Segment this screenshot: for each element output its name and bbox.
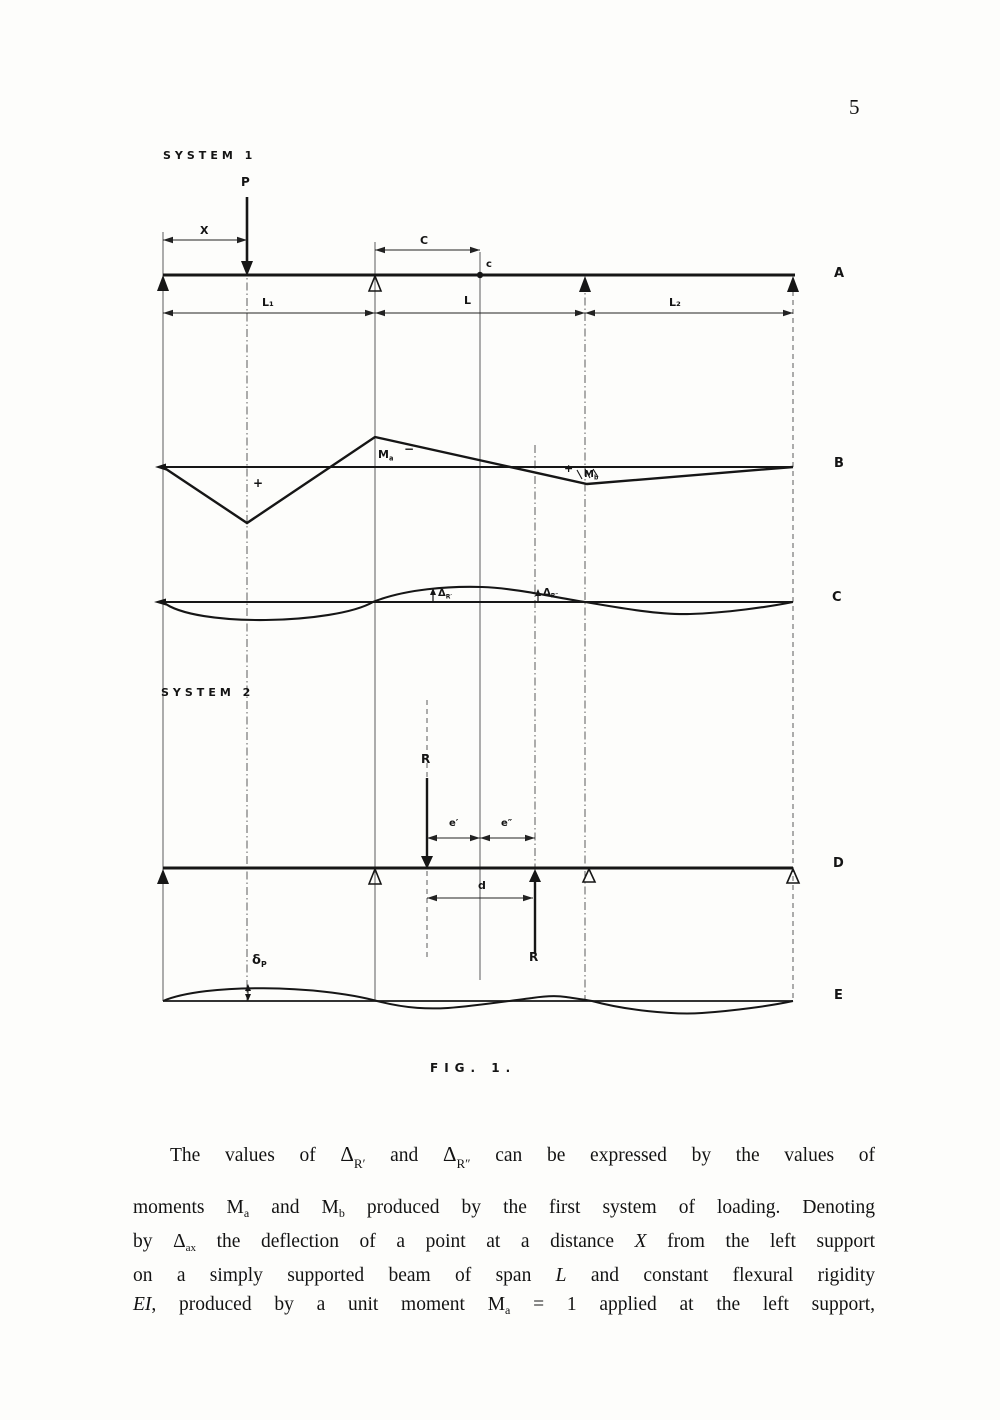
point-c-dot (477, 272, 483, 278)
point-c-label: c (486, 259, 492, 270)
row-label-d: D (833, 856, 844, 871)
dim-x-label: X (200, 224, 209, 237)
dimensions-top (163, 234, 480, 253)
span-l2-label: L₂ (669, 296, 681, 309)
force-r-up-label: R (529, 950, 539, 964)
system1-label: SYSTEM 1 (163, 149, 257, 162)
row-label-b: B (834, 456, 844, 471)
paragraph-line-4: on a simply supported beam of span L and constant flexural rigidity (133, 1265, 876, 1286)
moment-minus-label: − (404, 442, 415, 456)
moment-plus-right-label: + (564, 462, 574, 475)
body-text (133, 1136, 875, 1324)
deflection-curve-c (154, 587, 793, 620)
delta-p-label: $\delta_P$ (252, 953, 267, 970)
moment-plus-left-label: + (253, 476, 264, 490)
paragraph-line-3: by $\Delta_{ax}$ the deflection of a point at a distance X from the left support (133, 1230, 876, 1254)
system2-label: SYSTEM 2 (161, 686, 255, 699)
dim-e2-label: e″ (501, 818, 513, 829)
moment-mb-label: $M_b$ (584, 469, 599, 482)
deflection-curve-e (163, 984, 793, 1013)
dim-e1-label: e′ (449, 818, 459, 829)
paragraph-line-1: The values of $\Delta_{R'}$ and $\Delta_{R''}$ can be expressed by the values of (170, 1142, 876, 1171)
paragraph-line-2: moments $M_a$ and $M_b$ produced by the first system of loading. Denoting (133, 1197, 875, 1220)
load-p-label: P (241, 175, 250, 189)
paragraph-line-5: EI, produced by a unit moment $M_a = 1$ applied at the left support, (133, 1293, 875, 1317)
system2-forces (421, 778, 541, 954)
page-number: 5 (849, 95, 860, 119)
moment-diagram-b (155, 437, 793, 523)
force-r-down-label: R (421, 752, 431, 766)
delta-r-dblprime-label: $\Delta_{R''}$ (543, 587, 559, 600)
row-label-e: E (834, 988, 843, 1003)
moment-ma-label: $M_a$ (378, 448, 394, 463)
beam-a (157, 197, 799, 292)
dim-c-label: C (420, 234, 429, 247)
span-l1-label: L₁ (262, 296, 274, 309)
span-l-label: L (464, 294, 472, 307)
figure-caption: FIG. 1. (430, 1061, 517, 1075)
dim-d-label: d (478, 879, 486, 892)
row-label-c: C (832, 590, 842, 605)
dimensions-spans (163, 310, 793, 316)
delta-r-prime-label: $\Delta_{R'}$ (438, 588, 452, 601)
row-label-a: A (834, 266, 845, 281)
